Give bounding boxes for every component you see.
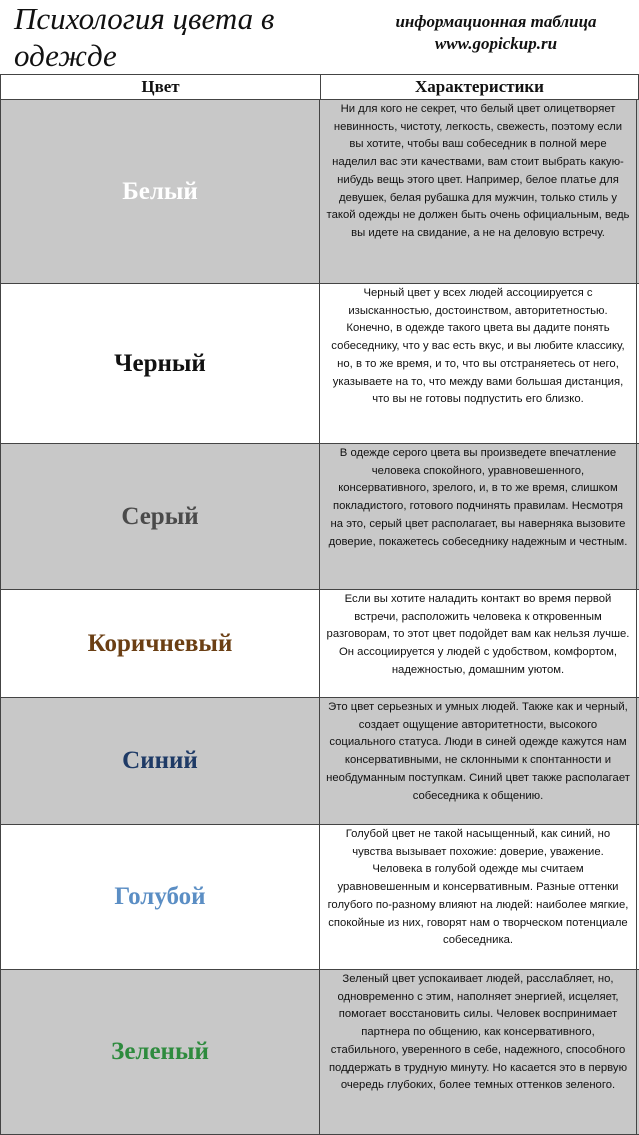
table-row (0, 825, 639, 970)
color-description: Голубой цвет не такой насыщенный, как синий, но чувства вызывает похожие: доверие, уважение. Человека в голубой одежде мы считаем уравновешенным и консервативным. Разные оттенки голубого по-разному влияют на людей: наиболее мягкие, спокойные из них, говорят нам о творческом потенциале собеседника. (320, 825, 637, 969)
page-title: Психология цвета в одежде (14, 1, 275, 73)
info-website: www.gopickup.ru (434, 34, 558, 53)
info-block (365, 11, 627, 55)
color-name: Черный (0, 284, 320, 443)
info-subtitle: информационная таблица (395, 12, 597, 31)
color-description: Если вы хотите наладить контакт во время первой встречи, расположить человека к откровенным разговорам, то этот цвет подойдет вам как нельзя лучше. Он ассоциируется у людей с удобством, комфортом, надежностью, домашним уютом. (320, 590, 637, 697)
color-description: Черный цвет у всех людей ассоциируется с изысканностью, достоинством, авторитетностью. Конечно, в одежде такого цвета вы дадите понять собеседнику, что у вас есть вкус, и вы любите классику, но, в то же время, и то, что вы отстраняетесь от него, указываете на то, что между вами большая дистанция, что вы не готовы подпустить его близко. (320, 284, 637, 443)
color-name: Серый (0, 444, 320, 589)
header (0, 0, 639, 74)
table-row (0, 100, 639, 284)
table-header (0, 74, 639, 100)
table-row (0, 284, 639, 444)
color-name: Синий (0, 698, 320, 824)
table-row (0, 970, 639, 1135)
column-header-color: Цвет (1, 75, 321, 99)
color-name: Зеленый (0, 970, 320, 1134)
color-description: Зеленый цвет успокаивает людей, расслабляет, но, одновременно с этим, наполняет энергией, исцеляет, помогает восстановить силы. Человек воспринимает партнера по общению, как консервативного, стабильного, уверенного в себе, надежного, способного поддержать в трудную минуту. Но касается это в первую очередь глубоких, более темных оттенков зеленого. (320, 970, 637, 1134)
color-description: Это цвет серьезных и умных людей. Также как и черный, создает ощущение авторитетности, высокого социального статуса. Люди в синей одежде кажутся нам консервативными, не склонными к спонтанности и необдуманным поступкам. Синий цвет также располагает собеседника к общению. (320, 698, 637, 824)
table-row (0, 698, 639, 825)
color-name: Голубой (0, 825, 320, 969)
table-row (0, 590, 639, 698)
color-name: Коричневый (0, 590, 320, 697)
color-name: Белый (0, 100, 320, 283)
column-header-traits: Характеристики (415, 77, 544, 96)
color-table (0, 74, 639, 1135)
color-description: Ни для кого не секрет, что белый цвет олицетворяет невинность, чистоту, легкость, свежесть, поэтому если вы хотите, чтобы ваш собеседник в полной мере наделил вас эти качествами, вам стоит выбрать какую-нибудь вещь этого цвет. Например, белое платье для девушек, белая рубашка для мужчин, только стиль у такой одежды не должен быть очень официальным, ведь вы идете на свидание, а не на деловую встречу. (320, 100, 637, 283)
table-row (0, 444, 639, 590)
color-description: В одежде серого цвета вы произведете впечатление человека спокойного, уравновешенного, консервативного, зрелого, и, в то же время, слишком покладистого, готового подчинять правилам. Несмотря на это, серый цвет располагает, вы наверняка вызовите доверие, покажетесь собеседнику надежным и честным. (320, 444, 637, 589)
